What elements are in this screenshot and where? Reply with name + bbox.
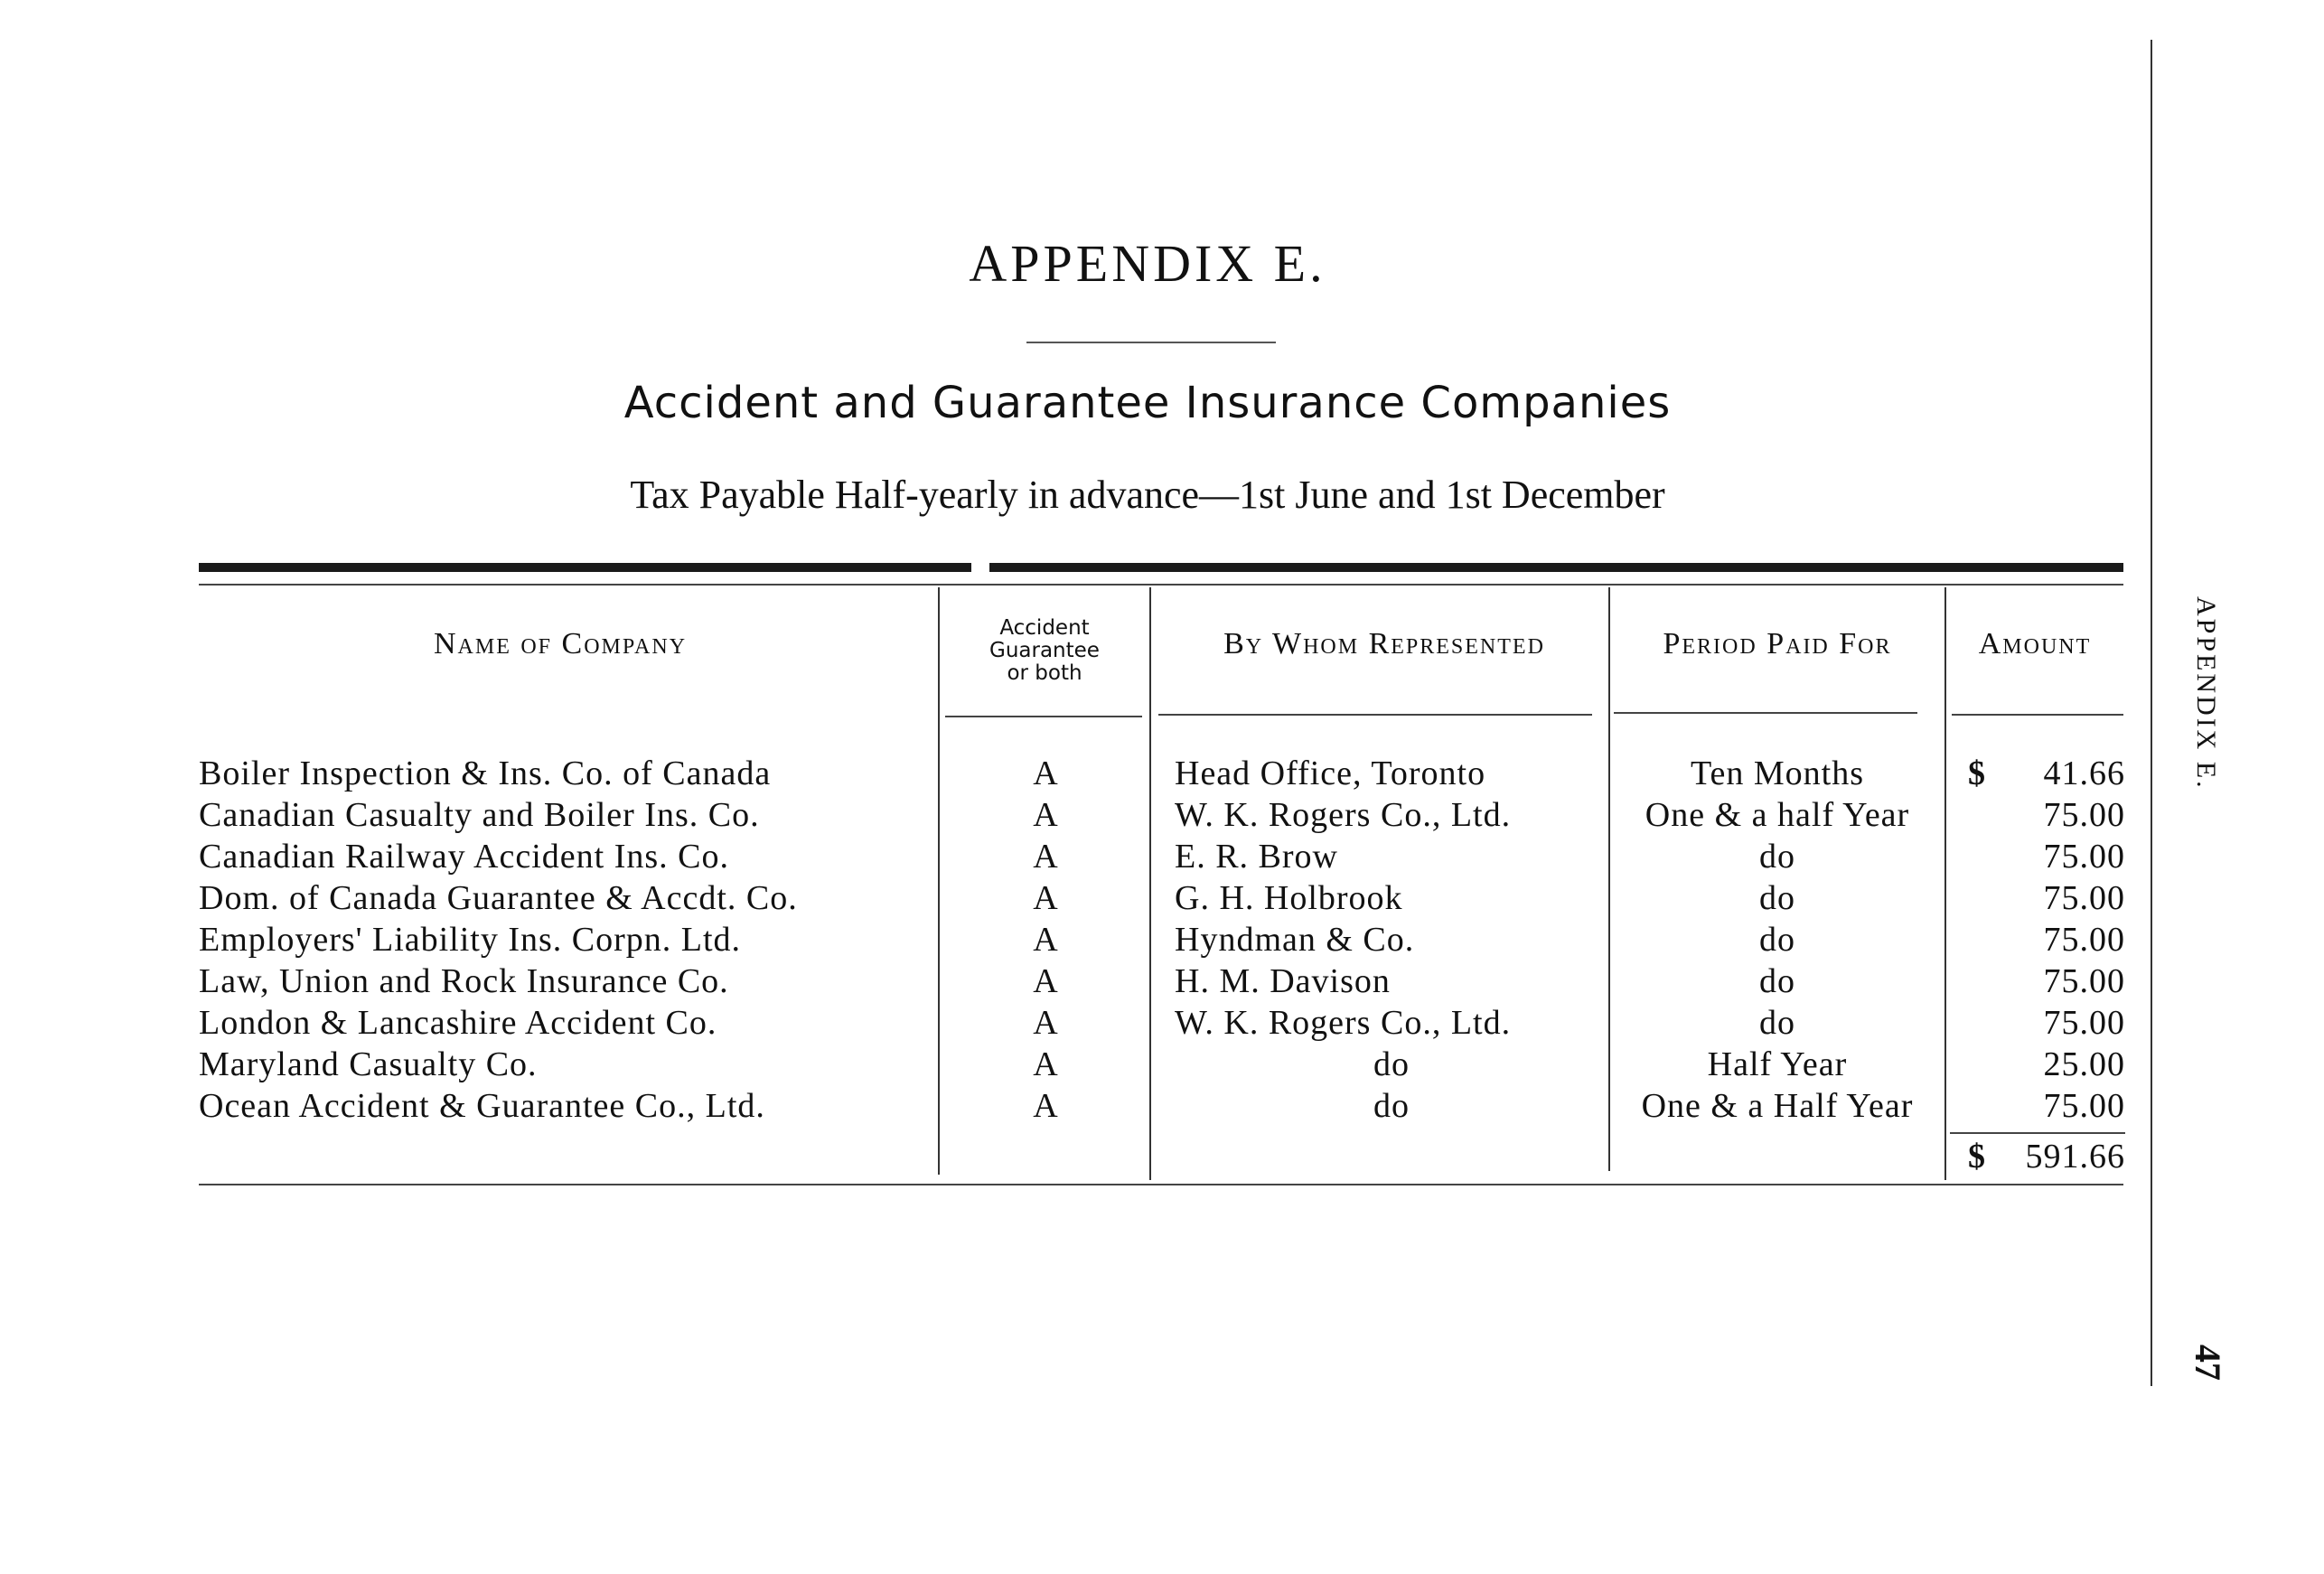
represented-by: G. H. Holbrook [1175,879,1403,917]
insurance-type: A [1033,921,1058,959]
subtitle: Accident and Guarantee Insurance Companies [623,378,1672,428]
appendix-title: APPENDIX E. [969,234,1326,293]
period-paid: do [1759,838,1795,876]
company-name: Maryland Casualty Co. [199,1045,538,1083]
table-row [0,836,2324,877]
header-underline [1158,714,1592,716]
insurance-type: A [1033,962,1058,1000]
period-paid: Ten Months [1690,754,1865,792]
company-name: London & Lancashire Accident Co. [199,1004,717,1042]
total-row [0,1136,2324,1177]
period-paid: do [1759,879,1795,917]
amount: 41.66 [2043,754,2125,792]
insurance-type: A [1033,879,1058,917]
total-currency-sign: $ [1968,1138,1985,1176]
represented-by: W. K. Rogers Co., Ltd. [1175,1004,1512,1042]
represented-by: do [1373,1045,1410,1083]
table-row [0,753,2324,794]
amount: 75.00 [2043,1087,2125,1125]
table-row [0,919,2324,960]
period-paid: do [1759,1004,1795,1042]
header-period-paid-for: Period Paid For [1663,627,1892,661]
period-paid: One & a Half Year [1641,1087,1914,1125]
title-rule [1026,342,1276,343]
header-underline [945,716,1142,717]
table-top-thin-rule [199,584,2123,586]
period-paid: do [1759,921,1795,959]
insurance-type: A [1033,1004,1058,1042]
period-paid: Half Year [1707,1045,1848,1083]
insurance-type: A [1033,796,1058,834]
table-row [0,877,2324,919]
header-underline [1614,712,1917,714]
table-row [0,794,2324,836]
company-name: Boiler Inspection & Ins. Co. of Canada [199,754,772,792]
table-row [0,960,2324,1002]
represented-by: E. R. Brow [1175,838,1338,876]
table-row [0,1085,2324,1127]
insurance-type: A [1033,1045,1058,1083]
company-name: Dom. of Canada Guarantee & Accdt. Co. [199,879,798,917]
amount: 25.00 [2043,1045,2125,1083]
header-underline [1952,714,2123,716]
represented-by: Head Office, Toronto [1175,754,1486,792]
represented-by: W. K. Rogers Co., Ltd. [1175,796,1512,834]
header-amount: Amount [1978,627,2092,661]
insurance-type: A [1033,1087,1058,1125]
table-top-rule-right [989,563,2123,572]
amount: 75.00 [2043,1004,2125,1042]
header-type-line: Guarantee [989,639,1100,662]
tax-note: Tax Payable Half-yearly in advance—1st June and 1st December [630,473,1665,517]
currency-sign: $ [1968,754,1985,792]
running-head [2149,596,2248,795]
table-bottom-rule [199,1184,2123,1185]
total-amount: 591.66 [2025,1138,2125,1176]
period-paid: do [1759,962,1795,1000]
company-name: Ocean Accident & Guarantee Co., Ltd. [199,1087,765,1125]
table-row [0,1002,2324,1044]
header-type-line: Accident [999,616,1090,640]
company-name: Law, Union and Rock Insurance Co. [199,962,729,1000]
insurance-type: A [1033,754,1058,792]
period-paid: One & a half Year [1645,796,1910,834]
company-name: Canadian Casualty and Boiler Ins. Co. [199,796,760,834]
table-top-rule-left [199,563,971,572]
represented-by: H. M. Davison [1175,962,1391,1000]
header-name-of-company: Name of Company [433,627,688,661]
amount: 75.00 [2043,838,2125,876]
amount: 75.00 [2043,962,2125,1000]
amount: 75.00 [2043,879,2125,917]
page-number: 47 [2188,1344,2228,1381]
insurance-type: A [1033,838,1058,876]
total-rule [1950,1132,2125,1134]
company-name: Employers' Liability Ins. Corpn. Ltd. [199,921,742,959]
represented-by: Hyndman & Co. [1175,921,1415,959]
amount: 75.00 [2043,796,2125,834]
amount: 75.00 [2043,921,2125,959]
running-head-text: APPENDIX E. [2191,596,2221,791]
header-type-line: or both [1007,661,1082,685]
table-row [0,1044,2324,1085]
represented-by: do [1373,1087,1410,1125]
header-by-whom-represented: By Whom Represented [1223,627,1545,661]
company-name: Canadian Railway Accident Ins. Co. [199,838,729,876]
